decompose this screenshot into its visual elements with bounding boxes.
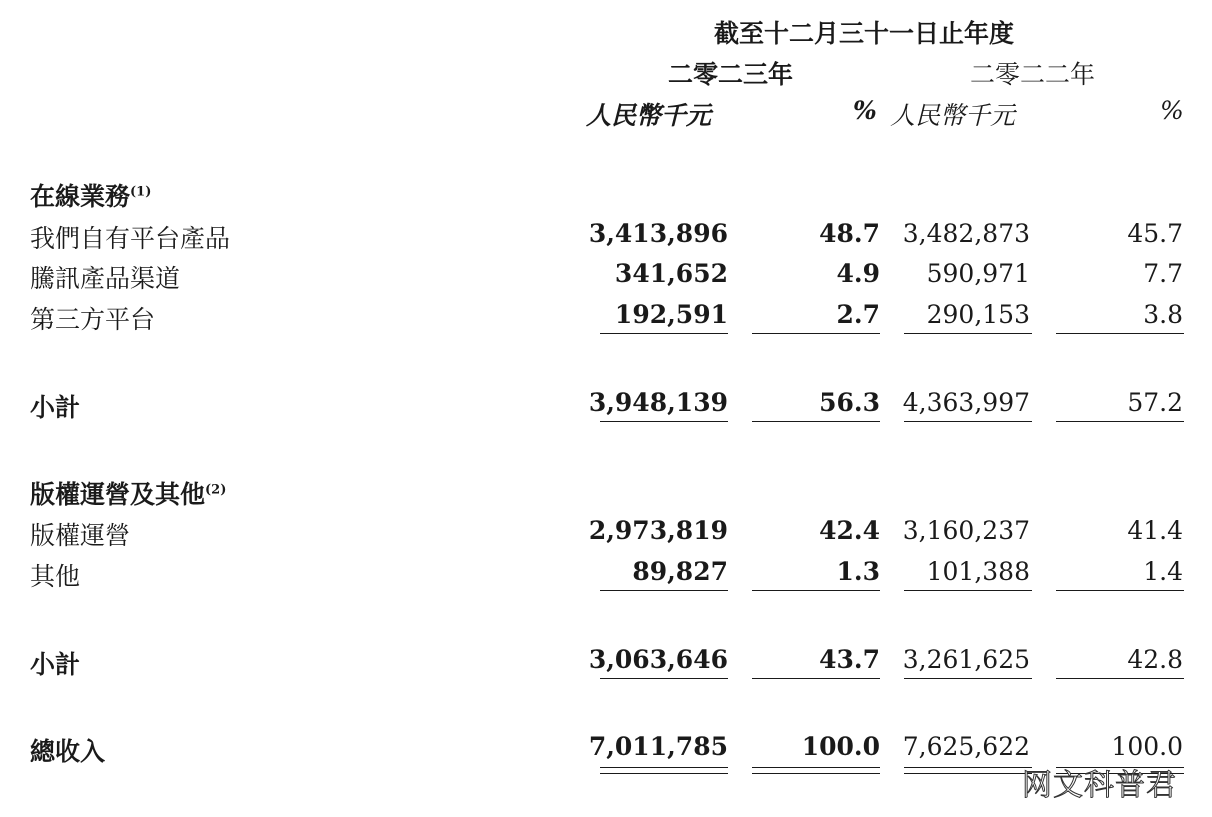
double-underline	[752, 767, 880, 768]
double-underline	[752, 773, 880, 774]
double-underline	[600, 767, 728, 768]
value-2023: 3,063,646	[588, 645, 728, 674]
unit-2023-header: 人民幣千元	[586, 101, 712, 130]
double-underline	[904, 773, 1032, 774]
value-2023: 89,827	[632, 557, 728, 586]
divider	[904, 421, 1032, 422]
value-2023: 7,011,785	[588, 732, 728, 761]
percent-2023: 1.3	[836, 557, 880, 586]
percent-2022: 41.4	[1127, 516, 1183, 545]
value-2022: 3,160,237	[902, 516, 1030, 545]
pct-2022-header: %	[1160, 96, 1184, 125]
total-label: 總收入	[30, 737, 106, 766]
divider	[600, 333, 728, 334]
percent-2023: 56.3	[819, 388, 880, 417]
value-2022: 7,625,622	[902, 732, 1030, 761]
double-underline	[904, 767, 1032, 768]
divider	[1056, 678, 1184, 679]
subtotal-label: 小計	[30, 393, 81, 422]
divider	[904, 590, 1032, 591]
percent-2023: 2.7	[836, 300, 880, 329]
divider	[1056, 333, 1184, 334]
year-2022-header: 二零二二年	[970, 60, 1096, 89]
value-2022: 3,261,625	[902, 645, 1030, 674]
divider	[1056, 421, 1184, 422]
percent-2022: 45.7	[1127, 219, 1183, 248]
row-label: 其他	[30, 562, 81, 591]
value-2023: 2,973,819	[588, 516, 728, 545]
percent-2022: 100.0	[1111, 732, 1183, 761]
section-title-online: 在線業務$^{(1)}$	[30, 182, 152, 211]
double-underline	[600, 773, 728, 774]
percent-2022: 57.2	[1127, 388, 1183, 417]
percent-2023: 4.9	[836, 259, 880, 288]
value-2023: 3,948,139	[588, 388, 728, 417]
value-2023: 192,591	[614, 300, 728, 329]
unit-2022-header: 人民幣千元	[890, 101, 1016, 130]
pct-2023-header: %	[853, 96, 877, 125]
divider	[1056, 590, 1184, 591]
divider	[752, 678, 880, 679]
period-header: 截至十二月三十一日止年度	[714, 19, 1015, 48]
row-label: 版權運營	[30, 521, 131, 550]
row-label: 騰訊產品渠道	[30, 264, 181, 293]
divider	[600, 421, 728, 422]
percent-2022: 42.8	[1127, 645, 1183, 674]
divider	[752, 590, 880, 591]
watermark: 网文科普君	[1022, 768, 1177, 803]
percent-2022: 1.4	[1143, 557, 1183, 586]
subtotal-label: 小計	[30, 650, 81, 679]
divider	[752, 333, 880, 334]
section-title-copyright: 版權運營及其他$^{(2)}$	[30, 480, 227, 509]
value-2022: 4,363,997	[902, 388, 1030, 417]
percent-2023: 43.7	[819, 645, 880, 674]
percent-2023: 100.0	[801, 732, 880, 761]
divider	[904, 678, 1032, 679]
row-label: 第三方平台	[30, 305, 156, 334]
value-2022: 590,971	[926, 259, 1030, 288]
value-2023: 3,413,896	[588, 219, 728, 248]
value-2022: 3,482,873	[902, 219, 1030, 248]
row-label: 我們自有平台產品	[30, 224, 231, 253]
year-2023-header: 二零二三年	[668, 60, 794, 89]
divider	[600, 678, 728, 679]
percent-2022: 7.7	[1143, 259, 1183, 288]
divider	[600, 590, 728, 591]
value-2023: 341,652	[614, 259, 728, 288]
divider	[904, 333, 1032, 334]
percent-2023: 48.7	[819, 219, 880, 248]
percent-2022: 3.8	[1143, 300, 1183, 329]
percent-2023: 42.4	[819, 516, 880, 545]
divider	[752, 421, 880, 422]
value-2022: 290,153	[926, 300, 1030, 329]
value-2022: 101,388	[926, 557, 1030, 586]
